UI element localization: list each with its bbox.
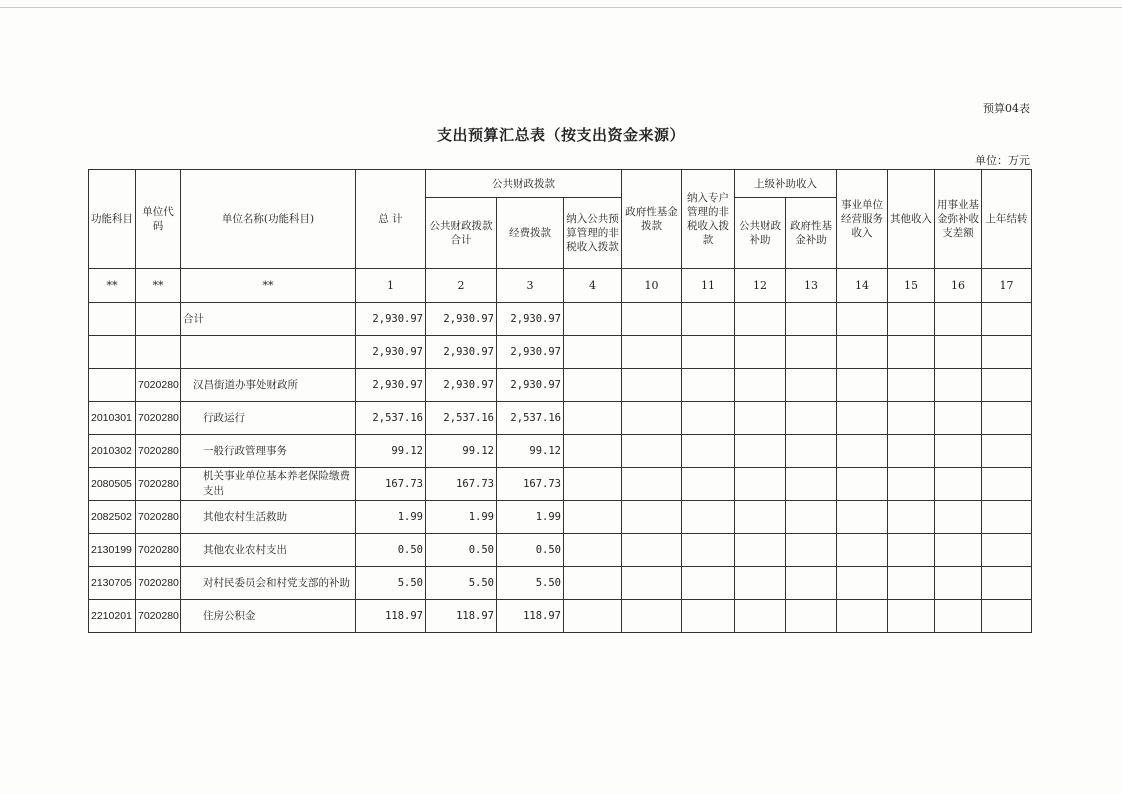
- empty-cell: [564, 402, 622, 435]
- empty-cell: [837, 336, 888, 369]
- empty-cell: [837, 402, 888, 435]
- empty-cell: [786, 402, 837, 435]
- empty-cell: [935, 468, 982, 501]
- name-cell: 行政运行: [181, 402, 356, 435]
- column-index-row: [89, 269, 1032, 303]
- header-total: 总 计: [356, 170, 426, 269]
- total-cell: 1.99: [356, 501, 426, 534]
- header-pf-total: 公共财政拨款合计: [426, 198, 497, 269]
- empty-cell: [935, 435, 982, 468]
- empty-cell: [935, 336, 982, 369]
- empty-cell: [564, 303, 622, 336]
- empty-cell: [682, 600, 735, 633]
- empty-cell: [735, 303, 786, 336]
- empty-cell: [564, 600, 622, 633]
- total-cell: 2,930.97: [356, 303, 426, 336]
- empty-cell: [564, 468, 622, 501]
- total-cell: 2,930.97: [356, 336, 426, 369]
- empty-cell: [888, 534, 935, 567]
- index-cell: 10: [622, 269, 682, 303]
- unit-code-cell: 7020280: [136, 468, 181, 501]
- header-name: 单位名称(功能科目): [181, 170, 356, 269]
- empty-cell: [564, 534, 622, 567]
- empty-cell: [888, 303, 935, 336]
- empty-cell: [982, 567, 1032, 600]
- empty-cell: [682, 501, 735, 534]
- empty-cell: [982, 303, 1032, 336]
- funds-cell: 2,930.97: [497, 303, 564, 336]
- empty-cell: [982, 600, 1032, 633]
- header-unit-code: 单位代码: [136, 170, 181, 269]
- empty-cell: [786, 600, 837, 633]
- name-cell: 其他农业农村支出: [181, 534, 356, 567]
- index-cell: 12: [735, 269, 786, 303]
- empty-cell: [682, 303, 735, 336]
- empty-cell: [888, 369, 935, 402]
- empty-cell: [982, 501, 1032, 534]
- empty-cell: [735, 600, 786, 633]
- empty-cell: [735, 534, 786, 567]
- unit-code-cell: [136, 303, 181, 336]
- funds-cell: 2,930.97: [497, 336, 564, 369]
- empty-cell: [682, 468, 735, 501]
- empty-cell: [682, 435, 735, 468]
- index-cell: 13: [786, 269, 837, 303]
- func-code-cell: 2082502: [89, 501, 136, 534]
- empty-cell: [935, 369, 982, 402]
- empty-cell: [935, 534, 982, 567]
- total-cell: 5.50: [356, 567, 426, 600]
- total-cell: 118.97: [356, 600, 426, 633]
- empty-cell: [982, 468, 1032, 501]
- empty-cell: [622, 336, 682, 369]
- empty-cell: [982, 369, 1032, 402]
- func-code-cell: 2130199: [89, 534, 136, 567]
- empty-cell: [622, 600, 682, 633]
- func-code-cell: [89, 303, 136, 336]
- empty-cell: [888, 336, 935, 369]
- funds-cell: 1.99: [497, 501, 564, 534]
- header-func-code: 功能科目: [89, 170, 136, 269]
- empty-cell: [682, 567, 735, 600]
- func-code-cell: [89, 336, 136, 369]
- func-code-cell: 2010302: [89, 435, 136, 468]
- empty-cell: [735, 501, 786, 534]
- empty-cell: [564, 501, 622, 534]
- empty-cell: [837, 435, 888, 468]
- pf-total-cell: 2,537.16: [426, 402, 497, 435]
- index-cell: **: [181, 269, 356, 303]
- table-row: [89, 468, 1032, 501]
- empty-cell: [622, 468, 682, 501]
- empty-cell: [622, 303, 682, 336]
- page-top-edge: [0, 7, 1122, 8]
- empty-cell: [888, 468, 935, 501]
- index-cell: 3: [497, 269, 564, 303]
- empty-cell: [982, 402, 1032, 435]
- empty-cell: [935, 600, 982, 633]
- table-row: [89, 600, 1032, 633]
- table-row: [89, 402, 1032, 435]
- header-non-tax-in-budget: 纳入公共预算管理的非税收入拨款: [564, 198, 622, 269]
- empty-cell: [786, 303, 837, 336]
- table-row: [89, 435, 1032, 468]
- index-cell: 17: [982, 269, 1032, 303]
- index-cell: 16: [935, 269, 982, 303]
- name-cell: [181, 336, 356, 369]
- empty-cell: [786, 567, 837, 600]
- empty-cell: [786, 534, 837, 567]
- funds-cell: 99.12: [497, 435, 564, 468]
- funds-cell: 118.97: [497, 600, 564, 633]
- empty-cell: [735, 567, 786, 600]
- header-other-income: 其他收入: [888, 170, 935, 269]
- unit-code-cell: 7020280: [136, 501, 181, 534]
- empty-cell: [735, 336, 786, 369]
- name-cell: 汉昌街道办事处财政所: [181, 369, 356, 402]
- empty-cell: [735, 402, 786, 435]
- header-special-non-tax: 纳入专户管理的非税收入拨款: [682, 170, 735, 269]
- total-cell: 0.50: [356, 534, 426, 567]
- total-cell: 99.12: [356, 435, 426, 468]
- table-row: [89, 303, 1032, 336]
- empty-cell: [888, 600, 935, 633]
- empty-cell: [786, 435, 837, 468]
- table-number: 预算04表: [983, 102, 1030, 115]
- empty-cell: [735, 369, 786, 402]
- index-cell: 11: [682, 269, 735, 303]
- empty-cell: [982, 534, 1032, 567]
- name-cell: 一般行政管理事务: [181, 435, 356, 468]
- table-row: [89, 501, 1032, 534]
- empty-cell: [935, 402, 982, 435]
- unit-code-cell: 7020280: [136, 600, 181, 633]
- empty-cell: [735, 468, 786, 501]
- name-cell: 住房公积金: [181, 600, 356, 633]
- index-cell: 14: [837, 269, 888, 303]
- funds-cell: 167.73: [497, 468, 564, 501]
- empty-cell: [786, 468, 837, 501]
- empty-cell: [735, 435, 786, 468]
- index-cell: **: [89, 269, 136, 303]
- funds-cell: 2,930.97: [497, 369, 564, 402]
- header-superior-subsidy: 上级补助收入: [735, 170, 837, 198]
- empty-cell: [622, 501, 682, 534]
- pf-total-cell: 5.50: [426, 567, 497, 600]
- index-cell: 15: [888, 269, 935, 303]
- pf-total-cell: 1.99: [426, 501, 497, 534]
- pf-total-cell: 99.12: [426, 435, 497, 468]
- name-cell: 其他农村生活救助: [181, 501, 356, 534]
- empty-cell: [837, 303, 888, 336]
- index-cell: **: [136, 269, 181, 303]
- empty-cell: [564, 369, 622, 402]
- table-row: [89, 369, 1032, 402]
- empty-cell: [837, 600, 888, 633]
- total-cell: 167.73: [356, 468, 426, 501]
- func-code-cell: 2130705: [89, 567, 136, 600]
- empty-cell: [786, 501, 837, 534]
- empty-cell: [622, 534, 682, 567]
- empty-cell: [837, 468, 888, 501]
- empty-cell: [982, 336, 1032, 369]
- table-row: [89, 336, 1032, 369]
- func-code-cell: 2010301: [89, 402, 136, 435]
- pf-total-cell: 2,930.97: [426, 369, 497, 402]
- index-cell: 2: [426, 269, 497, 303]
- empty-cell: [935, 303, 982, 336]
- unit-code-cell: [136, 336, 181, 369]
- empty-cell: [622, 402, 682, 435]
- budget-table: [88, 169, 1032, 633]
- table-row: [89, 534, 1032, 567]
- unit-code-cell: 7020280: [136, 402, 181, 435]
- header-public-finance: 公共财政拨款: [426, 170, 622, 198]
- empty-cell: [888, 567, 935, 600]
- table-row: [89, 567, 1032, 600]
- unit-label: 单位：万元: [975, 154, 1030, 167]
- name-cell: 合计: [181, 303, 356, 336]
- pf-total-cell: 2,930.97: [426, 303, 497, 336]
- empty-cell: [786, 369, 837, 402]
- name-cell: 对村民委员会和村党支部的补助: [181, 567, 356, 600]
- empty-cell: [564, 435, 622, 468]
- header-business-income: 事业单位经营服务收入: [837, 170, 888, 269]
- index-cell: 4: [564, 269, 622, 303]
- empty-cell: [888, 435, 935, 468]
- empty-cell: [786, 336, 837, 369]
- header-gov-fund: 政府性基金拨款: [622, 170, 682, 269]
- empty-cell: [622, 567, 682, 600]
- header-sub-gov-fund: 政府性基金补助: [786, 198, 837, 269]
- header-sub-public: 公共财政补助: [735, 198, 786, 269]
- empty-cell: [682, 402, 735, 435]
- empty-cell: [682, 336, 735, 369]
- total-cell: 2,930.97: [356, 369, 426, 402]
- name-cell: 机关事业单位基本养老保险缴费支出: [181, 468, 356, 501]
- pf-total-cell: 118.97: [426, 600, 497, 633]
- empty-cell: [682, 534, 735, 567]
- total-cell: 2,537.16: [356, 402, 426, 435]
- unit-code-cell: 7020280: [136, 435, 181, 468]
- empty-cell: [888, 501, 935, 534]
- func-code-cell: [89, 369, 136, 402]
- empty-cell: [682, 369, 735, 402]
- empty-cell: [982, 435, 1032, 468]
- empty-cell: [888, 402, 935, 435]
- index-cell: 1: [356, 269, 426, 303]
- func-code-cell: 2210201: [89, 600, 136, 633]
- empty-cell: [837, 369, 888, 402]
- empty-cell: [622, 369, 682, 402]
- funds-cell: 0.50: [497, 534, 564, 567]
- header-carryover: 上年结转: [982, 170, 1032, 269]
- funds-cell: 2,537.16: [497, 402, 564, 435]
- pf-total-cell: 0.50: [426, 534, 497, 567]
- empty-cell: [837, 534, 888, 567]
- empty-cell: [564, 336, 622, 369]
- empty-cell: [837, 567, 888, 600]
- empty-cell: [935, 567, 982, 600]
- unit-code-cell: 7020280: [136, 369, 181, 402]
- empty-cell: [837, 501, 888, 534]
- empty-cell: [564, 567, 622, 600]
- empty-cell: [935, 501, 982, 534]
- unit-code-cell: 7020280: [136, 534, 181, 567]
- header-fund-balance: 用事业基金弥补收支差额: [935, 170, 982, 269]
- unit-code-cell: 7020280: [136, 567, 181, 600]
- func-code-cell: 2080505: [89, 468, 136, 501]
- pf-total-cell: 2,930.97: [426, 336, 497, 369]
- pf-total-cell: 167.73: [426, 468, 497, 501]
- header-funds: 经费拨款: [497, 198, 564, 269]
- funds-cell: 5.50: [497, 567, 564, 600]
- empty-cell: [622, 435, 682, 468]
- page-title: 支出预算汇总表（按支出资金来源）: [436, 126, 685, 144]
